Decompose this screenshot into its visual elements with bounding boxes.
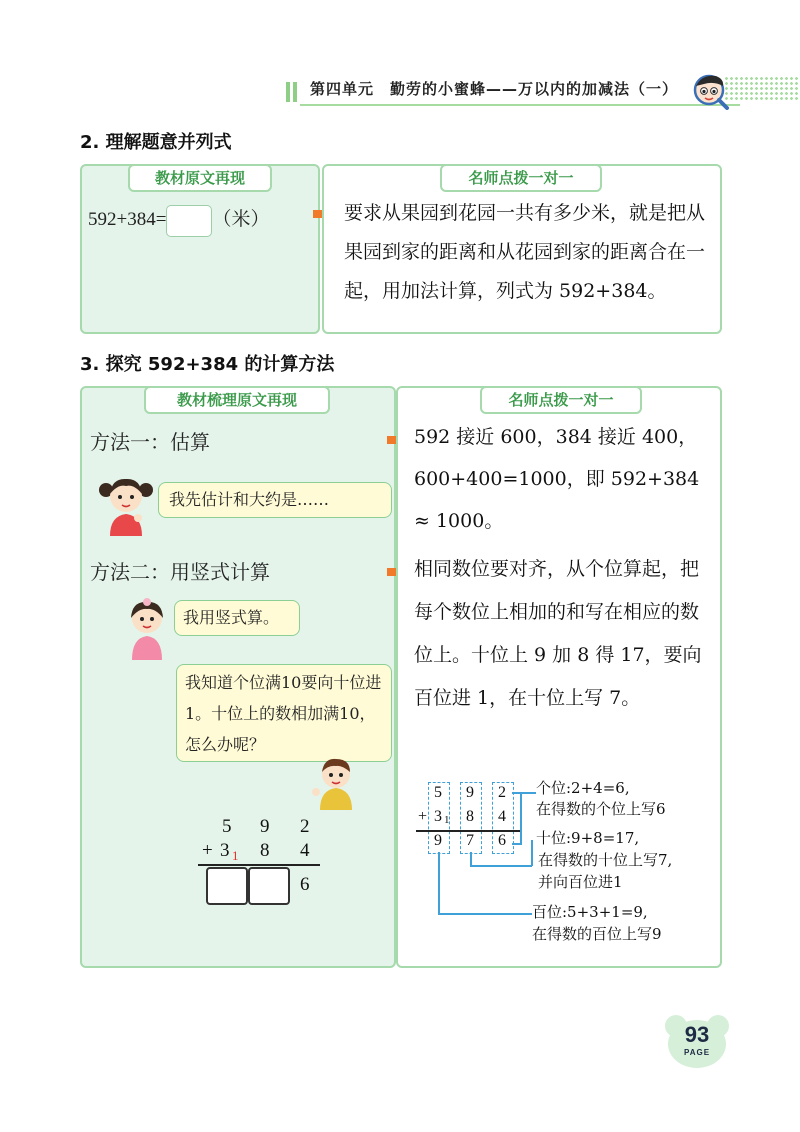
note-tens-line1: 十位:9+8=17, bbox=[536, 829, 640, 847]
section2-explanation: 要求从果园到花园一共有多少米，就是把从果园到家的距离和从花园到家的距离合在一起，用加法计算，列式为 592+384。 bbox=[344, 202, 706, 302]
calc-left-row2-hundreds: 3 bbox=[220, 840, 230, 861]
mascot-magnifier-icon bbox=[692, 72, 730, 110]
speech-bubble-question: 我知道个位满10要向十位进1。十位上的数相加满10，怎么办呢？ bbox=[176, 664, 392, 762]
calc-left-tens-box[interactable] bbox=[248, 867, 290, 905]
calc-right-carry: 1 bbox=[444, 814, 450, 826]
calc-right-plus-sign: + bbox=[418, 808, 428, 825]
calc-left-row1-tens: 9 bbox=[260, 816, 270, 837]
calc-right-row1-hundreds: 5 bbox=[434, 784, 442, 801]
calc-left-row1-ones: 2 bbox=[300, 816, 310, 837]
calc-left-row2-tens: 8 bbox=[260, 840, 270, 861]
unit-title: 第四单元 勤劳的小蜜蜂——万以内的加减法（一） bbox=[310, 80, 679, 98]
note-hundreds-line2: 在得数的百位上写9 bbox=[532, 925, 662, 943]
estimate-explanation: 592 接近 600，384 接近 400，600+400=1000，即 592+384 ≈ 1000。 bbox=[414, 426, 700, 532]
section2-equation-row bbox=[88, 204, 269, 237]
connector-tens-h bbox=[470, 865, 532, 867]
calc-right-row2-hundreds: 3 bbox=[434, 808, 442, 825]
section3-tips-panel bbox=[396, 386, 722, 968]
note-ones-line2: 在得数的个位上写6 bbox=[536, 800, 666, 818]
speech-bubble-vertical: 我用竖式算。 bbox=[174, 600, 300, 636]
answer-box[interactable] bbox=[166, 205, 212, 237]
calc-right-row1-tens: 9 bbox=[466, 784, 474, 801]
note-ones-line1: 个位:2+4=6, bbox=[536, 779, 630, 797]
calc-left-carry: 1 bbox=[232, 848, 239, 863]
girl-speaking-icon bbox=[122, 598, 172, 660]
section3-left-tab: 教材梳理原文再现 bbox=[144, 386, 330, 414]
girl-thinking-icon bbox=[98, 474, 154, 536]
connector-tens-v bbox=[470, 852, 472, 866]
connector-ones-h bbox=[512, 792, 536, 794]
header-underline bbox=[300, 104, 740, 106]
vertical-explanation: 相同数位要对齐，从个位算起，把每个数位上相加的和写在相应的数位上。十位上 9 加 8 得 17，要向百位进 1，在十位上写 7。 bbox=[414, 558, 702, 709]
calc-left-result-ones: 6 bbox=[300, 874, 310, 895]
section2-right-tab: 名师点拨一对一 bbox=[440, 164, 602, 192]
calc-right-row2-ones: 4 bbox=[498, 808, 506, 825]
calc-right-row2-tens: 8 bbox=[466, 808, 474, 825]
connector-ones-foot bbox=[512, 843, 522, 845]
calc-right-result-ones: 6 bbox=[498, 832, 506, 849]
section2-left-tab: 教材原文再现 bbox=[128, 164, 272, 192]
section3-title: 3. 探究 592+384 的计算方法 bbox=[80, 354, 335, 375]
section3-textbook-panel bbox=[80, 386, 396, 968]
connector-hundreds-h bbox=[438, 913, 532, 915]
note-tens-line2: 在得数的十位上写7, bbox=[538, 851, 673, 869]
equation-text: 592+384= bbox=[88, 209, 167, 230]
calc-left-sum-line bbox=[198, 864, 320, 866]
calc-right-result-tens: 7 bbox=[466, 832, 474, 849]
note-tens-line3: 并向百位进1 bbox=[538, 873, 623, 891]
header-bars-decoration bbox=[286, 82, 300, 102]
connector-hundreds-v bbox=[438, 852, 440, 914]
method2-label: 方法二：用竖式计算 bbox=[90, 560, 270, 584]
calc-left-plus-sign: + bbox=[202, 840, 213, 861]
section2-title: 2. 理解题意并列式 bbox=[80, 132, 232, 153]
section2-textbook-panel bbox=[80, 164, 320, 334]
page-header bbox=[0, 72, 800, 108]
header-dots-decoration bbox=[724, 76, 800, 102]
section3-right-tab: 名师点拨一对一 bbox=[480, 386, 642, 414]
page-number: 93 bbox=[684, 1022, 710, 1047]
calc-right-result-hundreds: 9 bbox=[434, 832, 442, 849]
page-label: PAGE bbox=[683, 1048, 711, 1057]
unit-text: （米） bbox=[212, 209, 270, 230]
method1-label: 方法一：估算 bbox=[90, 430, 210, 454]
section2-tips-panel bbox=[322, 164, 722, 334]
calc-left-hundreds-box[interactable] bbox=[206, 867, 248, 905]
note-hundreds-line1: 百位:5+3+1=9, bbox=[532, 903, 648, 921]
calc-left-row1-hundreds: 5 bbox=[222, 816, 232, 837]
boy-waving-icon bbox=[308, 754, 364, 810]
calc-left-row2-ones: 4 bbox=[300, 840, 310, 861]
connector-ones-v bbox=[520, 792, 522, 844]
calc-right-row1-ones: 2 bbox=[498, 784, 506, 801]
speech-bubble-estimate: 我先估计和大约是…… bbox=[158, 482, 392, 518]
connector-tens-up bbox=[531, 840, 533, 866]
page-number-badge bbox=[662, 1012, 732, 1070]
